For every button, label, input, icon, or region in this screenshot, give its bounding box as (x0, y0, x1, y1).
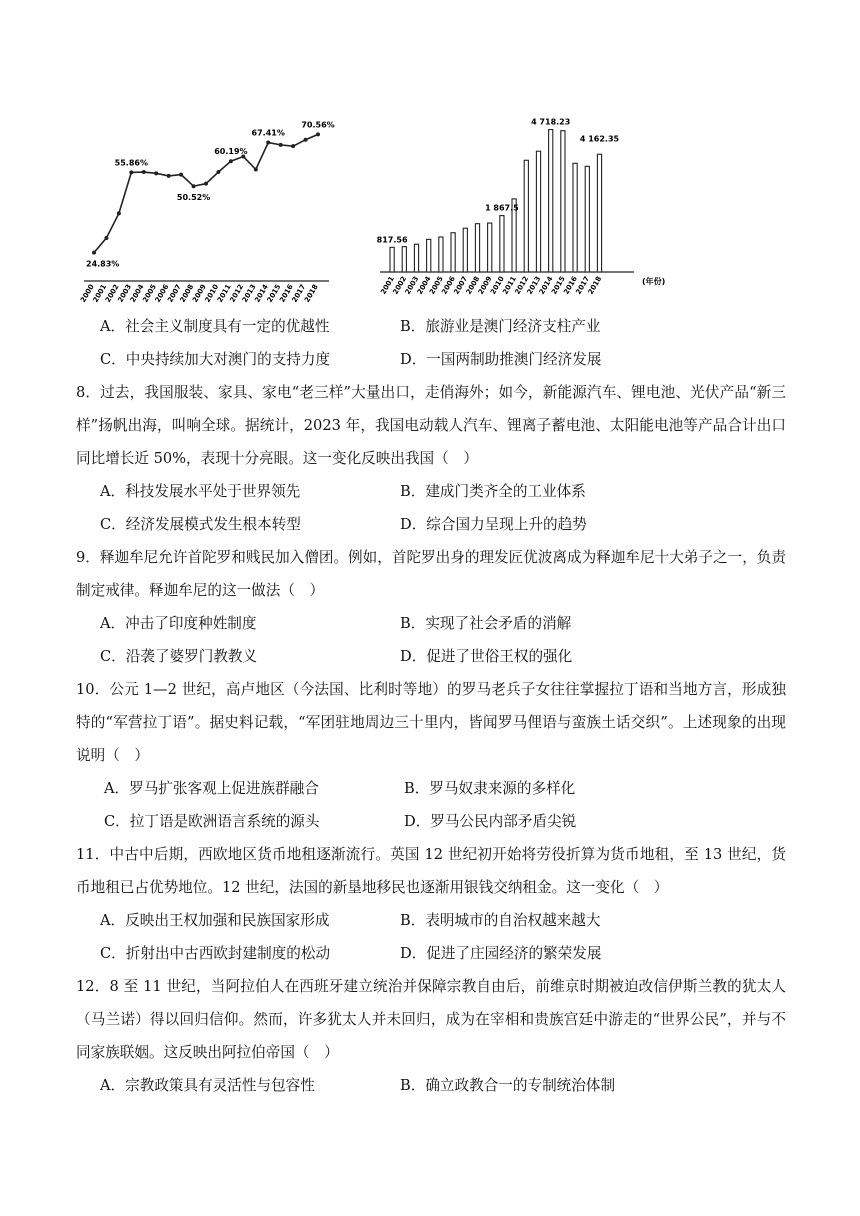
data-point (229, 159, 233, 163)
x-tick-label: 2017 (290, 283, 308, 304)
data-point (167, 174, 171, 178)
data-point (216, 170, 220, 174)
x-tick-label: 2010 (489, 275, 506, 296)
data-point (304, 138, 308, 142)
question-11-stem: 11．中古中后期，西欧地区货币地租逐渐流行。英国 12 世纪初开始将劳役折算为货币地租，至 13 世纪，货币地租已占优势地位。12 世纪，法国的新垦地移民也逐渐用银钱交纳租金。这一变化（ ） (76, 846, 786, 896)
data-point (192, 184, 196, 188)
bar (427, 239, 431, 272)
data-point (117, 211, 121, 215)
bar (463, 228, 467, 272)
x-tick-label: 2008 (464, 275, 482, 296)
data-label: 4 718.23 (531, 117, 571, 127)
q11-option-d[interactable]: D．促进了庄园经济的繁荣发展 (400, 945, 602, 962)
q9-option-b[interactable]: B．实现了社会矛盾的消解 (400, 615, 572, 632)
q10-option-c[interactable]: C．拉丁语是欧洲语言系统的源头 (104, 813, 320, 830)
data-label: 70.56% (301, 120, 335, 130)
question-12-stem: 12．8 至 11 世纪，当阿拉伯人在西班牙建立统治并保障宗教自由后，前维京时期被迫改信伊斯兰教的犹太人（马兰诺）得以回归信仰。然而，许多犹太人并未回归，成为在宰相和贵族宫廷中游走的“世界公民”，并与不同家族联姻。这反映出阿拉伯帝国（ ） (76, 978, 786, 1061)
line-chart (79, 100, 335, 304)
x-tick-label: 2009 (191, 283, 208, 304)
q8-options (100, 475, 786, 541)
x-tick-label: 2002 (103, 283, 121, 304)
x-tick-label: 2006 (440, 275, 457, 296)
x-tick-label: 2010 (203, 283, 221, 304)
q11-option-a[interactable]: A．反映出王权加强和民族国家形成 (100, 912, 330, 929)
data-point (104, 236, 108, 240)
data-label: 60.19% (214, 147, 248, 157)
q7-options (100, 310, 786, 376)
x-tick-label: 2012 (513, 275, 531, 296)
x-tick-label: 2018 (303, 283, 320, 304)
q7-option-d[interactable]: D．一国两制助推澳门经济发展 (400, 351, 602, 368)
question-9-stem: 9．释迦牟尼允许首陀罗和贱民加入僧团。例如，首陀罗出身的理发匠优波离成为释迦牟尼十大弟子之一，负责制定戒律。释迦牟尼的这一做法（ ） (76, 549, 786, 599)
bar (549, 130, 553, 272)
x-tick-label: 2001 (91, 283, 109, 304)
x-tick-label: 2014 (253, 283, 270, 304)
data-label: 1 867.5 (485, 203, 519, 213)
x-tick-label: 2009 (476, 275, 494, 296)
q7-option-c[interactable]: C．中央持续加大对澳门的支持力度 (100, 351, 331, 368)
x-tick-label: 2007 (452, 275, 470, 296)
x-tick-label: 2012 (228, 283, 246, 304)
q10-option-b[interactable]: B．罗马奴隶来源的多样化 (404, 780, 576, 797)
bar (451, 233, 455, 272)
q9-option-d[interactable]: D．促进了世俗王权的强化 (400, 648, 573, 665)
q9-options (100, 607, 786, 673)
x-tick-label: 2000 (79, 283, 96, 304)
bar (524, 160, 528, 272)
bar-chart (372, 100, 672, 300)
x-tick-label: 2003 (116, 283, 134, 304)
q10-option-a[interactable]: A．罗马扩张客观上促进族群融合 (104, 780, 319, 797)
x-tick-label: 2011 (501, 275, 518, 296)
x-tick-label: 2004 (415, 275, 433, 296)
x-tick-label: 2016 (278, 283, 295, 304)
data-point (179, 173, 183, 177)
q10-options (104, 772, 786, 838)
q8-option-c[interactable]: C．经济发展模式发生根本转型 (100, 516, 301, 533)
x-tick-label: 2016 (562, 275, 579, 296)
x-tick-label: 2003 (403, 275, 421, 296)
x-tick-label: 2005 (141, 283, 158, 304)
x-tick-label: 2006 (153, 283, 171, 304)
bar (597, 154, 601, 272)
bar (402, 247, 406, 272)
data-label: 67.41% (251, 128, 285, 138)
q7-option-b[interactable]: B．旅游业是澳门经济支柱产业 (400, 318, 601, 335)
q7-option-a[interactable]: A．社会主义制度具有一定的优越性 (100, 318, 330, 335)
chart-area (0, 100, 860, 304)
data-point (154, 171, 158, 175)
x-tick-label: 2018 (586, 275, 604, 296)
bar (475, 224, 479, 272)
q11-option-c[interactable]: C．折射出中古西欧封建制度的松动 (100, 945, 331, 962)
x-tick-label: 2001 (379, 275, 396, 296)
bar (414, 244, 418, 272)
bar (536, 151, 540, 272)
x-tick-label: 2005 (428, 275, 445, 296)
x-tick-label: 2007 (166, 283, 183, 304)
q9-option-c[interactable]: C．沿袭了婆罗门教教义 (100, 648, 258, 665)
bar (561, 131, 565, 272)
bar (488, 223, 492, 272)
data-point (204, 182, 208, 186)
q12-options (100, 1069, 786, 1102)
x-tick-label: 2008 (178, 283, 196, 304)
x-tick-label: 2013 (240, 283, 258, 304)
x-tick-label: 2015 (265, 283, 283, 304)
data-point (316, 132, 320, 136)
q8-option-d[interactable]: D．综合国力呈现上升的趋势 (400, 516, 587, 533)
q8-option-a[interactable]: A．科技发展水平处于世界领先 (100, 483, 301, 500)
q11-option-b[interactable]: B．表明城市的自治权越来越大 (400, 912, 601, 929)
data-point (254, 167, 258, 171)
question-content (76, 310, 786, 1102)
data-point (266, 141, 270, 145)
data-label: 4 162.35 (579, 134, 620, 144)
x-tick-label: 2013 (525, 275, 543, 296)
bar (585, 166, 589, 272)
q9-option-a[interactable]: A．冲击了印度种姓制度 (100, 615, 257, 632)
x-axis-label: (年份) (642, 277, 666, 286)
q12-option-a[interactable]: A．宗教政策具有灵活性与包容性 (100, 1077, 315, 1094)
data-point (92, 251, 96, 255)
q8-option-b[interactable]: B．建成门类齐全的工业体系 (400, 483, 586, 500)
x-tick-label: 2015 (550, 275, 567, 296)
data-label: 24.83% (86, 259, 120, 269)
question-10-stem: 10．公元 1—2 世纪，高卢地区（今法国、比利时等地）的罗马老兵子女往往掌握拉丁语和当地方言，形成独特的“军营拉丁语”。据史料记载，“军团驻地周边三十里内，皆闻罗马俚语与蛮族土话交织”。上述现象的出现说明（ ） (76, 681, 786, 764)
q12-option-b[interactable]: B．确立政教合一的专制统治体制 (400, 1077, 616, 1094)
data-label: 817.56 (376, 235, 408, 245)
x-tick-label: 2011 (215, 283, 233, 304)
data-label: 55.86% (114, 158, 148, 168)
x-tick-label: 2017 (574, 275, 592, 296)
x-tick-label: 2002 (391, 275, 409, 296)
x-tick-label: 2004 (128, 283, 146, 304)
question-8-stem: 8．过去，我国服装、家具、家电“老三样”大量出口，走俏海外；如今，新能源汽车、锂电池、光伏产品“新三样”扬帆出海，叫响全球。据统计，2023 年，我国电动载人汽车、锂离子蓄电池、太阳能电池等产品合计出口同比增长近 50%，表现十分亮眼。这一变化反映出我国（ ） (76, 384, 786, 467)
bar (390, 247, 394, 272)
bar (439, 237, 443, 272)
data-point (291, 144, 295, 148)
q11-options (100, 904, 786, 970)
data-label: 50.52% (176, 193, 211, 203)
q10-option-d[interactable]: D．罗马公民内部矛盾尖锐 (404, 813, 577, 830)
bar (573, 163, 577, 272)
x-tick-label: 2014 (537, 275, 555, 296)
data-point (142, 170, 146, 174)
data-point (129, 170, 133, 174)
data-point (279, 143, 283, 147)
bar (500, 216, 504, 272)
